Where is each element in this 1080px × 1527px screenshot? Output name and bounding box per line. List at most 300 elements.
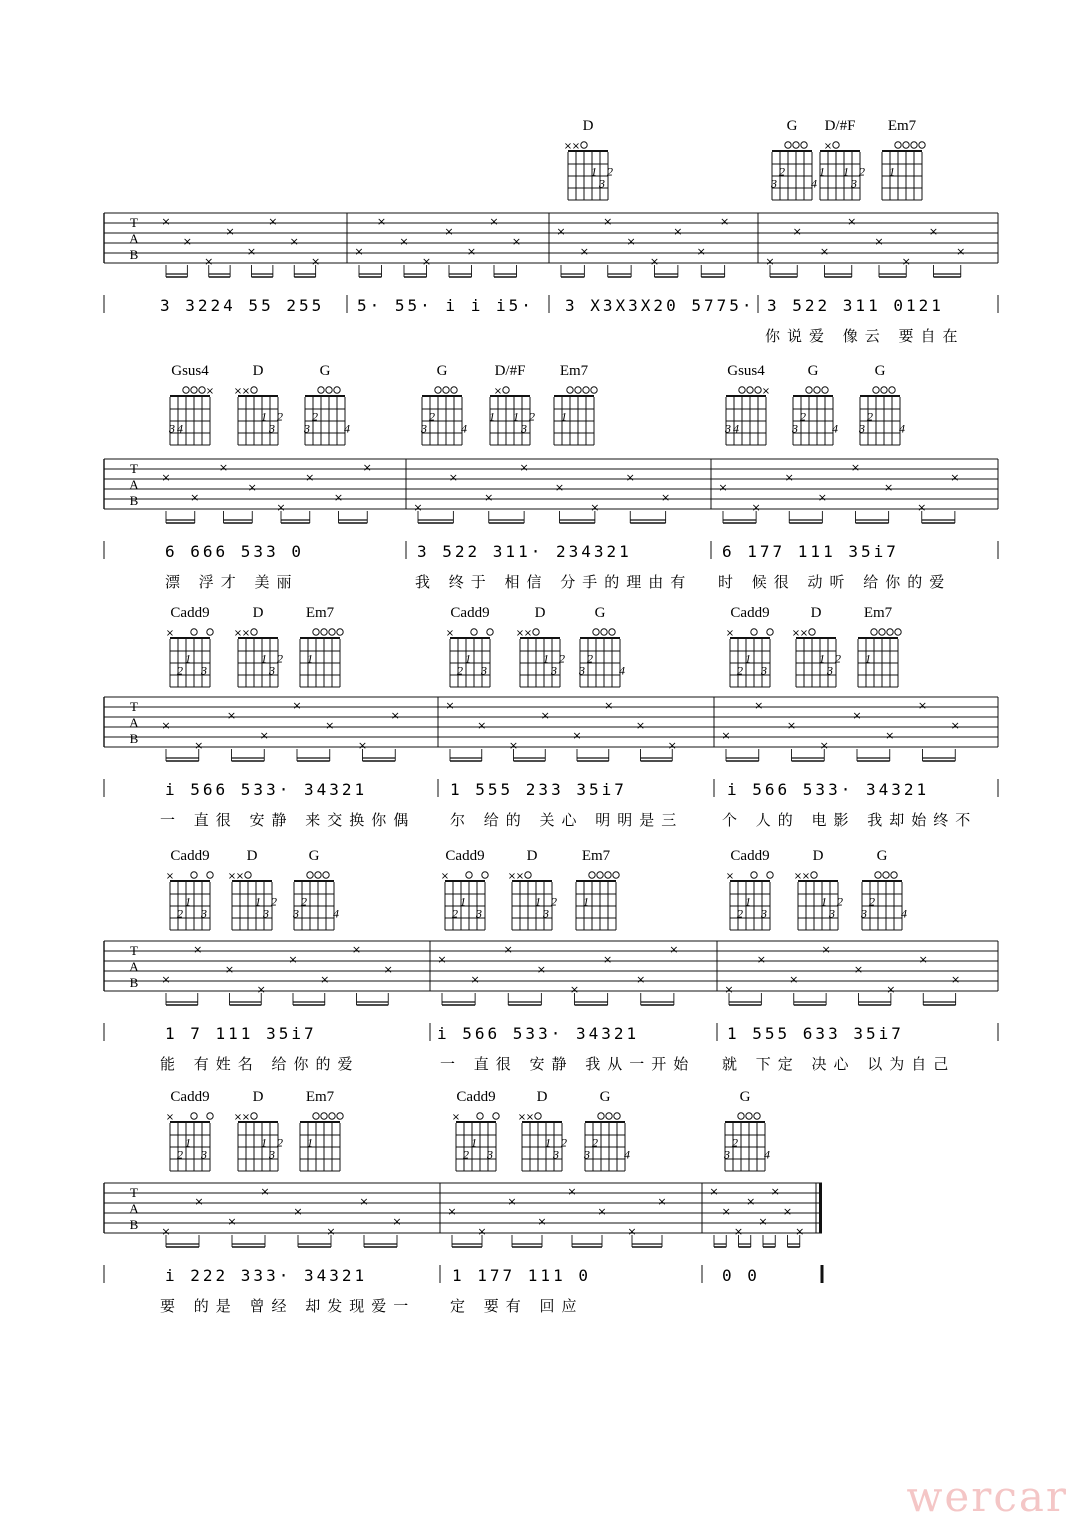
jianpu-measure: 1 555 233 35i7 <box>450 780 627 799</box>
tab-note: × <box>383 963 393 976</box>
svg-text:×: × <box>440 871 450 882</box>
tab-note: × <box>447 1205 457 1218</box>
chord-diagram <box>234 363 283 445</box>
tab-note: × <box>917 699 928 712</box>
svg-text:4: 4 <box>764 1147 770 1162</box>
tab-note: × <box>567 1185 577 1198</box>
tab-note: × <box>597 1205 607 1218</box>
svg-text:2: 2 <box>737 906 743 921</box>
tab-note: × <box>627 1225 637 1238</box>
chord-name: Em7 <box>581 848 611 864</box>
tab-note: × <box>850 461 861 474</box>
tab-note: × <box>635 719 646 732</box>
tab-note: × <box>392 1215 402 1228</box>
tab-note: × <box>604 699 614 712</box>
svg-text:×: × <box>523 628 533 639</box>
tab-clef-letter: B <box>129 1217 139 1232</box>
svg-text:×: × <box>241 628 251 639</box>
chord-diagram <box>452 1089 499 1171</box>
svg-text:3: 3 <box>421 421 427 436</box>
chord-name: Cadd9 <box>730 848 770 864</box>
jianpu-measure: 3 522 311· 234321 <box>417 542 632 561</box>
lyric-line: 尔 给的 关心 明明是三 <box>450 811 684 829</box>
svg-text:3: 3 <box>521 421 527 436</box>
svg-text:1: 1 <box>460 894 466 909</box>
chord-name: Cadd9 <box>730 605 770 621</box>
chord-name: D <box>582 118 594 134</box>
chord-diagram <box>858 363 905 445</box>
tab-note: × <box>885 729 895 742</box>
tab-note: × <box>819 739 829 752</box>
tab-note: × <box>477 719 487 732</box>
tab-note: × <box>696 245 706 258</box>
tab-clef-letter: A <box>129 715 139 730</box>
svg-text:×: × <box>571 141 581 152</box>
jianpu-measure: i 566 533· 34321 <box>437 1024 640 1043</box>
svg-text:2: 2 <box>177 663 183 678</box>
tab-note: × <box>554 481 565 494</box>
chord-diagram <box>234 1089 283 1171</box>
chord-name: G <box>594 605 606 621</box>
chord-diagram <box>300 605 343 687</box>
svg-text:×: × <box>241 386 251 397</box>
tab-note: × <box>537 1215 547 1228</box>
tab-note: × <box>669 943 679 956</box>
svg-text:3: 3 <box>861 906 867 921</box>
svg-text:1: 1 <box>745 651 751 666</box>
tab-note: × <box>224 963 235 976</box>
chord-name: G <box>436 363 448 379</box>
tab-system-4 <box>104 941 998 1073</box>
svg-text:×: × <box>799 628 809 639</box>
svg-text:1: 1 <box>261 409 267 424</box>
tab-note: × <box>413 501 423 514</box>
tab-note: × <box>718 481 728 494</box>
tab-note: × <box>661 491 671 504</box>
svg-text:3: 3 <box>761 906 767 921</box>
chord-diagram <box>508 848 557 930</box>
svg-text:×: × <box>791 628 801 639</box>
svg-text:4: 4 <box>899 421 905 436</box>
chord-name: D/#F <box>824 118 856 134</box>
tab-note: × <box>320 973 330 986</box>
tab-note: × <box>489 215 499 228</box>
lyric-line: 漂 浮才 美丽 <box>165 573 299 591</box>
chord-name: G <box>739 1089 751 1105</box>
tab-note: × <box>259 729 269 742</box>
svg-text:2: 2 <box>837 894 843 909</box>
tab-clef-letter: A <box>129 959 139 974</box>
tab-note: × <box>724 983 734 996</box>
svg-text:×: × <box>165 871 175 882</box>
tab-system-5 <box>104 1183 822 1315</box>
jianpu-measure: i 566 533· 34321 <box>727 780 930 799</box>
tab-note: × <box>194 1195 204 1208</box>
tab-note: × <box>511 235 522 248</box>
svg-text:2: 2 <box>271 894 277 909</box>
chord-name: G <box>786 118 798 134</box>
tab-note: × <box>333 491 344 504</box>
svg-text:×: × <box>761 386 771 397</box>
tab-note: × <box>754 699 764 712</box>
svg-text:×: × <box>445 628 455 639</box>
svg-text:2: 2 <box>463 1147 469 1162</box>
tab-system-2 <box>104 459 998 591</box>
tab-note: × <box>390 709 400 722</box>
chord-diagram <box>726 848 773 930</box>
svg-text:2: 2 <box>429 409 435 424</box>
tab-note: × <box>311 255 321 268</box>
svg-text:×: × <box>233 386 243 397</box>
svg-text:1: 1 <box>889 164 895 179</box>
chord-diagram <box>819 118 865 200</box>
tab-clef-letter: A <box>129 477 139 492</box>
tab-note: × <box>782 1205 793 1218</box>
svg-text:3: 3 <box>169 421 175 436</box>
tab-note: × <box>445 699 455 712</box>
tab-note: × <box>193 943 203 956</box>
jianpu-measure: 3 522 311 0121 <box>767 296 944 315</box>
tab-note: × <box>795 1225 805 1238</box>
tab-note: × <box>579 245 589 258</box>
chord-name: G <box>599 1089 611 1105</box>
svg-text:×: × <box>227 871 237 882</box>
chord-diagram <box>858 605 901 687</box>
svg-text:4: 4 <box>333 906 339 921</box>
svg-text:4: 4 <box>461 421 467 436</box>
chord-name: G <box>807 363 819 379</box>
svg-text:1: 1 <box>261 1135 267 1150</box>
svg-text:1: 1 <box>545 1135 551 1150</box>
svg-text:3: 3 <box>269 663 275 678</box>
chord-name: Em7 <box>305 605 335 621</box>
chord-name: D <box>252 363 264 379</box>
tab-note: × <box>918 953 928 966</box>
chord-diagram <box>770 118 817 200</box>
svg-text:2: 2 <box>779 164 785 179</box>
lyric-line: 时 候很 动听 给你的爱 <box>718 573 952 591</box>
svg-text:2: 2 <box>800 409 806 424</box>
tab-note: × <box>227 1215 237 1228</box>
tab-note: × <box>536 963 546 976</box>
tab-note: × <box>636 973 646 986</box>
svg-text:4: 4 <box>624 1147 630 1162</box>
chord-diagram <box>292 848 339 930</box>
tab-note: × <box>721 729 731 742</box>
chord-diagram <box>792 605 841 687</box>
tab-clef-letter: T <box>130 461 138 476</box>
chord-diagram <box>583 1089 630 1171</box>
tab-note: × <box>625 471 635 484</box>
chord-name: Cadd9 <box>445 848 485 864</box>
tab-note: × <box>590 501 600 514</box>
svg-text:×: × <box>233 1112 243 1123</box>
svg-text:×: × <box>451 1112 461 1123</box>
svg-text:2: 2 <box>607 164 613 179</box>
tab-note: × <box>268 215 278 228</box>
svg-text:1: 1 <box>185 894 191 909</box>
chord-diagram <box>420 363 467 445</box>
svg-text:2: 2 <box>177 1147 183 1162</box>
chord-diagram <box>564 118 613 200</box>
tab-note: × <box>786 719 797 732</box>
chord-name: Cadd9 <box>170 848 210 864</box>
svg-text:×: × <box>241 1112 251 1123</box>
tab-clef-letter: B <box>129 247 139 262</box>
svg-text:3: 3 <box>851 176 857 191</box>
chord-name: D/#F <box>494 363 526 379</box>
svg-text:4: 4 <box>619 663 625 678</box>
lyric-line: 能 有姓名 给你的爱 <box>160 1055 360 1073</box>
tab-clef-letter: T <box>130 1185 138 1200</box>
chord-diagram <box>554 363 597 445</box>
svg-text:1: 1 <box>865 651 871 666</box>
tab-note: × <box>399 235 409 248</box>
tab-note: × <box>190 491 200 504</box>
svg-text:2: 2 <box>277 409 283 424</box>
svg-text:4: 4 <box>733 421 739 436</box>
svg-text:2: 2 <box>312 409 318 424</box>
tab-note: × <box>305 471 315 484</box>
chord-name: D <box>246 848 258 864</box>
svg-text:3: 3 <box>579 663 585 678</box>
tab-note: × <box>756 953 766 966</box>
tab-note: × <box>657 1195 667 1208</box>
tab-note: × <box>950 471 960 484</box>
svg-text:×: × <box>235 871 245 882</box>
chord-name: Cadd9 <box>456 1089 496 1105</box>
tab-note: × <box>293 1205 303 1218</box>
tab-note: × <box>917 501 927 514</box>
tab-note: × <box>603 953 613 966</box>
tab-note: × <box>951 973 961 986</box>
tab-note: × <box>351 943 362 956</box>
chord-name: D <box>536 1089 548 1105</box>
tab-clef-letter: B <box>129 493 139 508</box>
chord-diagram <box>228 848 277 930</box>
tab-note: × <box>256 983 266 996</box>
jianpu-measure: i 222 333· 34321 <box>165 1266 368 1285</box>
svg-text:3: 3 <box>293 906 299 921</box>
svg-text:3: 3 <box>771 176 777 191</box>
jianpu-measure: 6 666 533 0 <box>165 542 304 561</box>
chord-diagram <box>723 1089 770 1171</box>
tab-note: × <box>507 1195 517 1208</box>
tab-clef-letter: B <box>129 975 139 990</box>
chord-name: D <box>534 605 546 621</box>
svg-text:2: 2 <box>551 894 557 909</box>
tab-note: × <box>161 1225 171 1238</box>
chord-diagram <box>882 118 925 200</box>
lyric-line: 我 终于 相信 分手的理由有 <box>415 573 693 591</box>
tab-note: × <box>325 719 335 732</box>
chord-diagram <box>168 363 214 445</box>
svg-text:×: × <box>801 871 811 882</box>
svg-text:2: 2 <box>457 663 463 678</box>
svg-text:3: 3 <box>304 421 310 436</box>
tab-clef-letter: A <box>129 1201 139 1216</box>
tab-note: × <box>733 1225 744 1238</box>
svg-text:4: 4 <box>811 176 817 191</box>
svg-text:3: 3 <box>201 906 207 921</box>
svg-text:1: 1 <box>255 894 261 909</box>
tab-note: × <box>161 973 171 986</box>
tab-note: × <box>884 481 894 494</box>
svg-text:1: 1 <box>819 164 825 179</box>
tab-clef-letter: B <box>129 731 139 746</box>
tab-note: × <box>204 255 214 268</box>
chord-diagram <box>234 605 283 687</box>
svg-text:×: × <box>205 386 215 397</box>
tab-note: × <box>847 215 857 228</box>
tab-note: × <box>649 255 660 268</box>
tab-note: × <box>161 719 171 732</box>
chord-diagram <box>489 363 535 445</box>
chord-diagram <box>166 1089 213 1171</box>
tab-note: × <box>288 953 298 966</box>
chord-name: D <box>252 1089 264 1105</box>
chord-name: G <box>308 848 320 864</box>
svg-text:2: 2 <box>177 906 183 921</box>
tab-note: × <box>362 461 372 474</box>
tab-note: × <box>673 225 683 238</box>
svg-text:3: 3 <box>725 421 731 436</box>
chord-diagram <box>303 363 350 445</box>
tab-note: × <box>792 225 802 238</box>
svg-text:3: 3 <box>584 1147 590 1162</box>
lyric-line: 个 人的 电影 我却始终不 <box>722 811 978 829</box>
tab-system-1 <box>104 213 998 345</box>
tab-note: × <box>626 235 636 248</box>
lyric-line: 一 直很 安静 我从一开始 <box>440 1055 696 1073</box>
chord-name: Cadd9 <box>450 605 490 621</box>
jianpu-measure: 3 3224 55 255 <box>160 296 325 315</box>
svg-text:4: 4 <box>832 421 838 436</box>
lyric-line: 就 下定 决心 以为自己 <box>722 1055 956 1073</box>
svg-text:3: 3 <box>476 906 482 921</box>
svg-text:1: 1 <box>185 651 191 666</box>
svg-text:3: 3 <box>553 1147 559 1162</box>
svg-text:1: 1 <box>489 409 495 424</box>
svg-text:2: 2 <box>277 651 283 666</box>
chord-diagram <box>166 605 213 687</box>
svg-text:3: 3 <box>792 421 798 436</box>
tab-note: × <box>852 709 862 722</box>
tab-note: × <box>572 729 582 742</box>
svg-text:3: 3 <box>201 663 207 678</box>
svg-text:1: 1 <box>465 651 471 666</box>
jianpu-measure: 1 177 111 0 <box>452 1266 591 1285</box>
tab-note: × <box>540 709 550 722</box>
tab-note: × <box>853 963 864 976</box>
tab-note: × <box>477 1225 487 1238</box>
svg-text:×: × <box>165 628 175 639</box>
chord-name: Cadd9 <box>170 605 210 621</box>
tab-note: × <box>758 1215 768 1228</box>
tab-note: × <box>466 245 477 258</box>
jianpu-measure: 3 X3X3X20 5775· <box>565 296 755 315</box>
tab-note: × <box>503 943 513 956</box>
svg-text:3: 3 <box>827 663 833 678</box>
svg-text:×: × <box>525 1112 535 1123</box>
tab-note: × <box>667 739 677 752</box>
tab-note: × <box>226 709 237 722</box>
svg-text:2: 2 <box>529 409 535 424</box>
tab-note: × <box>326 1225 336 1238</box>
svg-text:2: 2 <box>559 651 565 666</box>
chord-name: G <box>319 363 331 379</box>
svg-text:3: 3 <box>263 906 269 921</box>
svg-text:3: 3 <box>859 421 865 436</box>
chord-diagram <box>516 605 565 687</box>
svg-text:2: 2 <box>737 663 743 678</box>
chord-name: G <box>874 363 886 379</box>
jianpu-measure: 1 7 111 35i7 <box>165 1024 317 1043</box>
tab-note: × <box>376 215 387 228</box>
svg-text:1: 1 <box>821 894 827 909</box>
svg-text:1: 1 <box>583 894 589 909</box>
chord-name: Em7 <box>887 118 917 134</box>
svg-text:1: 1 <box>843 164 849 179</box>
tab-note: × <box>448 471 458 484</box>
svg-text:1: 1 <box>513 409 519 424</box>
svg-text:2: 2 <box>592 1135 598 1150</box>
chord-diagram <box>791 363 838 445</box>
svg-text:3: 3 <box>481 663 487 678</box>
svg-text:1: 1 <box>543 651 549 666</box>
tab-note: × <box>194 739 204 752</box>
tab-note: × <box>444 225 454 238</box>
chord-name: Cadd9 <box>170 1089 210 1105</box>
svg-text:×: × <box>725 628 735 639</box>
chord-name: D <box>252 605 264 621</box>
svg-text:1: 1 <box>535 894 541 909</box>
chord-name: G <box>876 848 888 864</box>
tab-note: × <box>246 245 257 258</box>
tab-note: × <box>821 943 831 956</box>
tab-clef-letter: T <box>130 943 138 958</box>
svg-text:1: 1 <box>261 651 267 666</box>
tab-note: × <box>603 215 613 228</box>
lyric-line: 一 直很 安静 来交换你偶 <box>160 811 416 829</box>
tab-note: × <box>289 235 299 248</box>
svg-text:3: 3 <box>829 906 835 921</box>
chord-name: Em7 <box>305 1089 335 1105</box>
svg-text:3: 3 <box>543 906 549 921</box>
tab-note: × <box>751 501 761 514</box>
tab-note: × <box>225 225 235 238</box>
chord-name: Em7 <box>559 363 589 379</box>
tab-note: × <box>484 491 494 504</box>
chord-diagram <box>794 848 843 930</box>
tab-note: × <box>354 245 364 258</box>
svg-text:2: 2 <box>869 894 875 909</box>
jianpu-measure: i 566 533· 34321 <box>165 780 368 799</box>
tab-note: × <box>182 235 192 248</box>
chord-diagram <box>576 848 619 930</box>
tab-note: × <box>709 1185 719 1198</box>
tab-note: × <box>886 983 896 996</box>
svg-text:3: 3 <box>761 663 767 678</box>
tab-note: × <box>928 225 939 238</box>
tab-note: × <box>437 953 447 966</box>
chord-diagram <box>724 363 770 445</box>
tab-note: × <box>470 973 480 986</box>
svg-text:1: 1 <box>745 894 751 909</box>
tab-note: × <box>556 225 566 238</box>
svg-text:4: 4 <box>344 421 350 436</box>
tab-note: × <box>260 1185 270 1198</box>
